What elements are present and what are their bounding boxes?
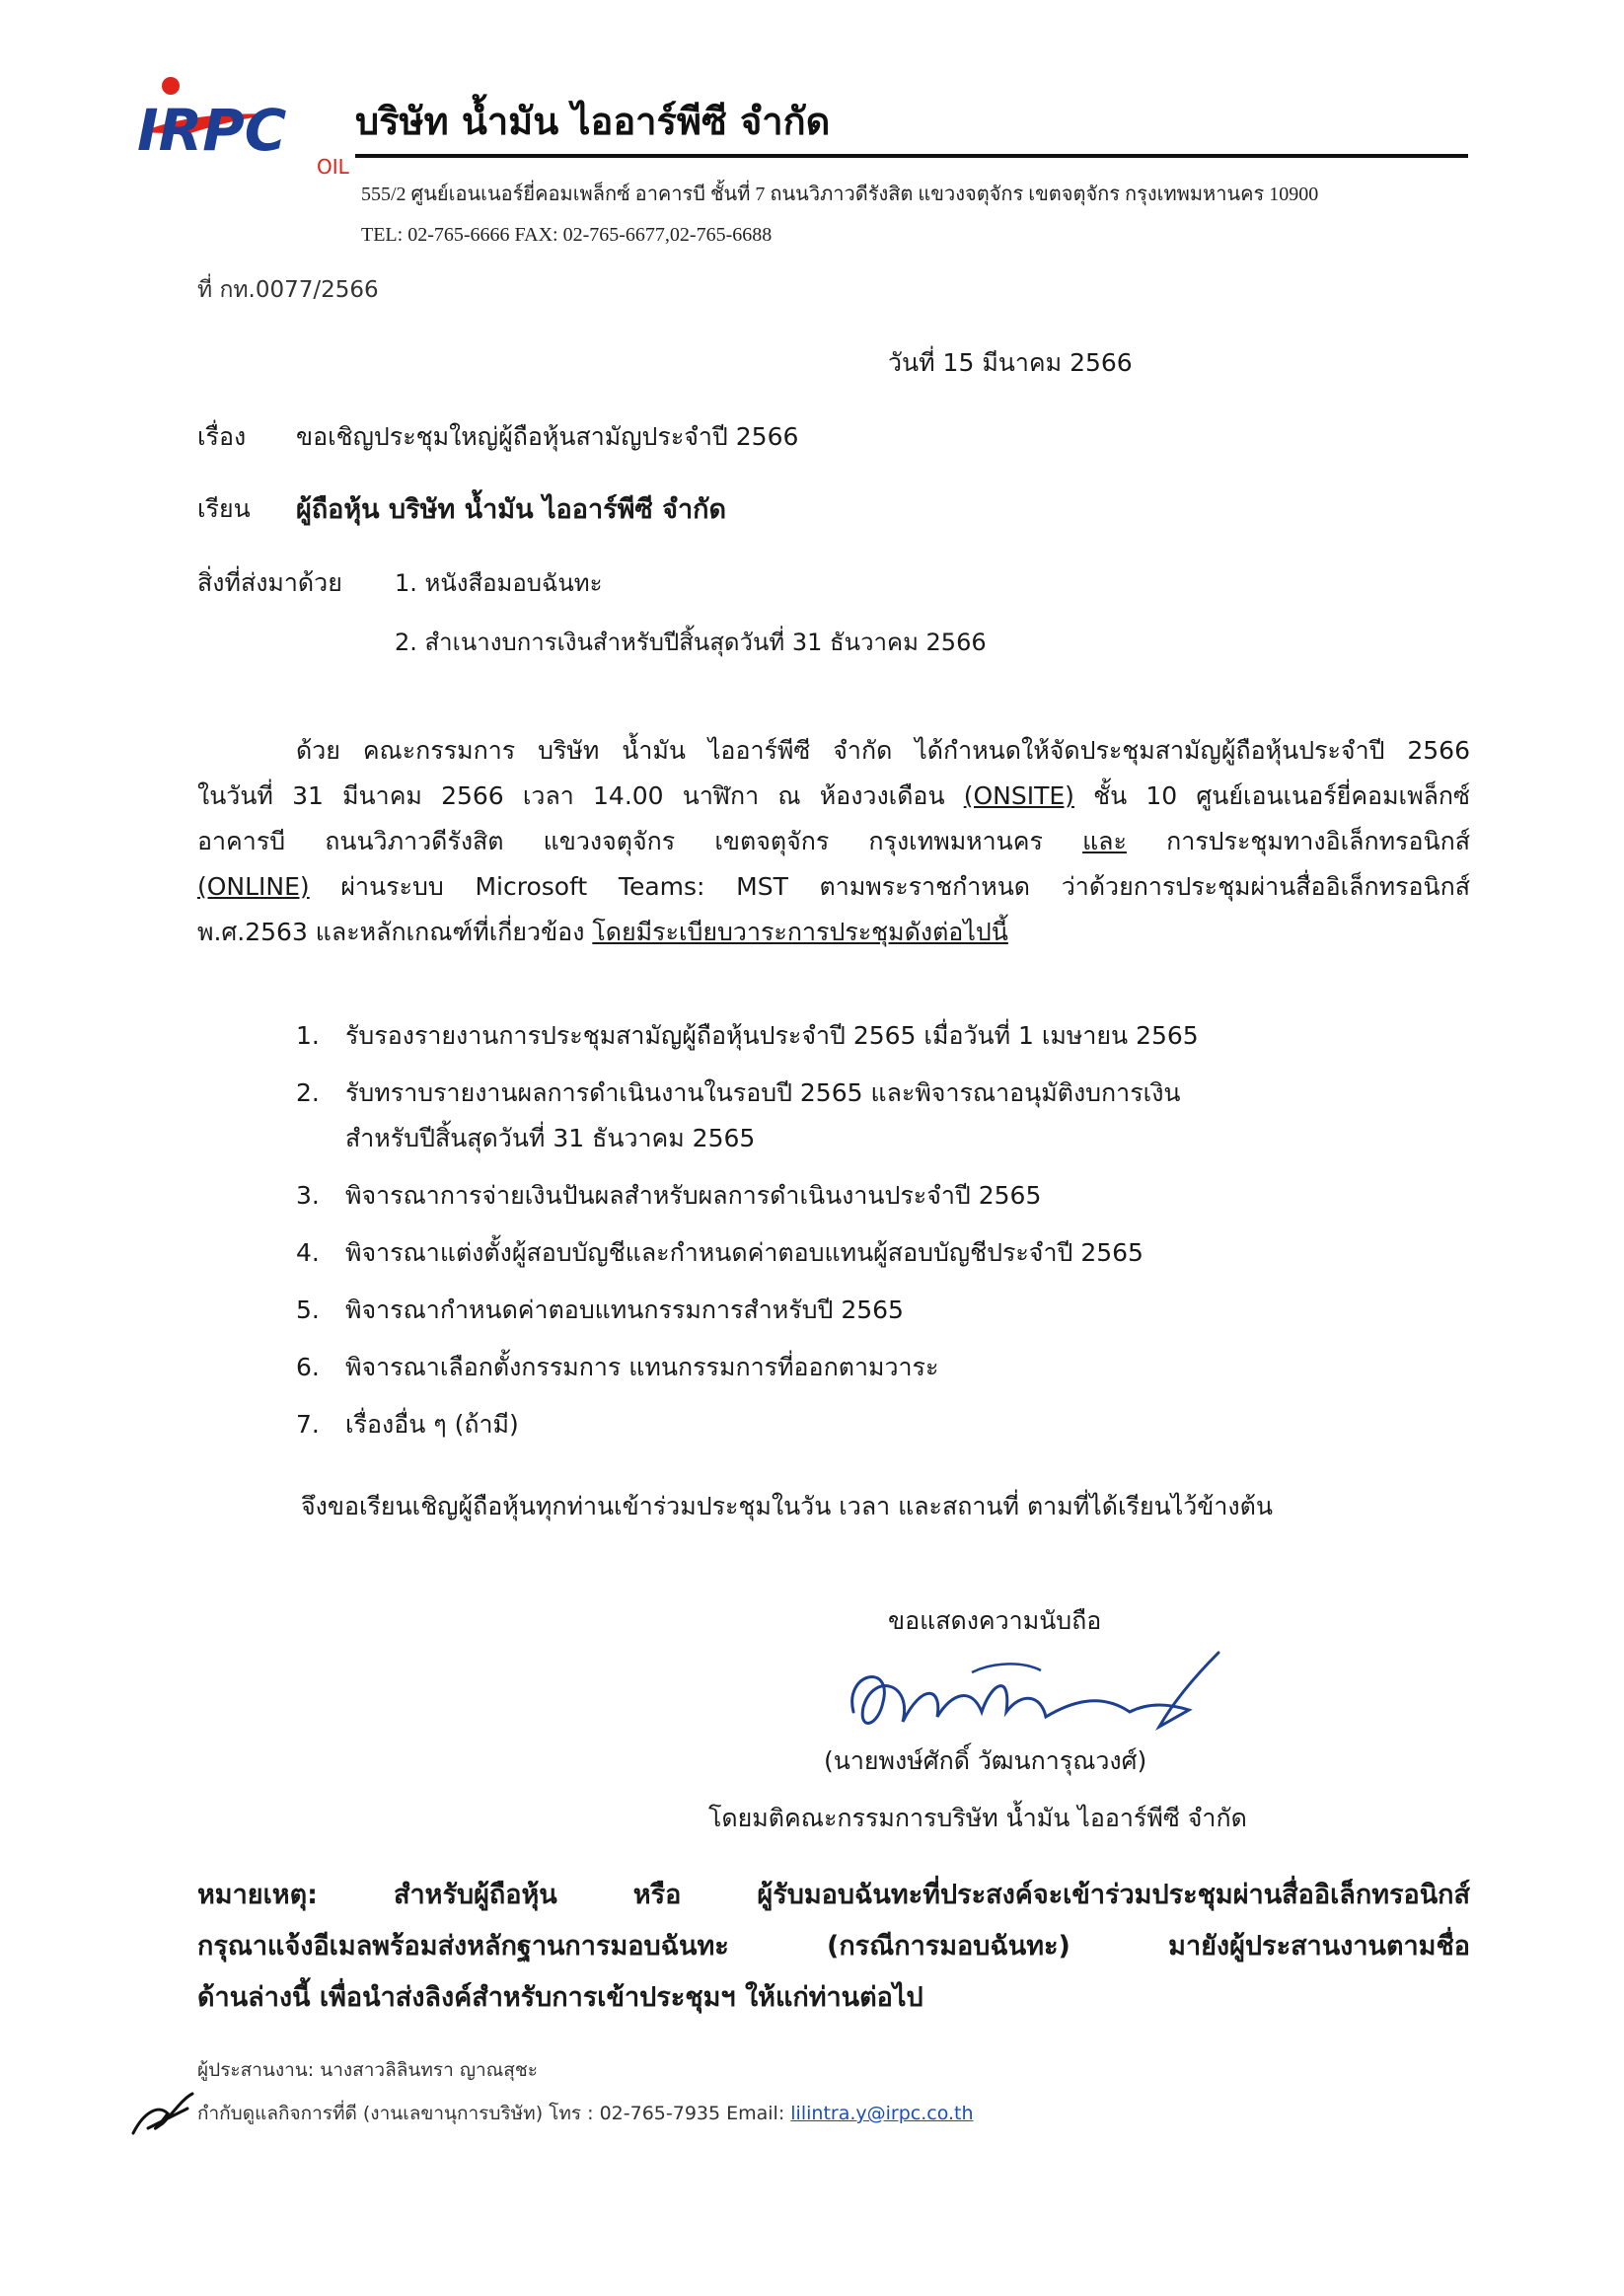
body-line: อาคารบี ถนนวิภาวดีรังสิต แขวงจตุจักร เขตจตุจักร กรุงเทพมหานคร และ การประชุมทางอิเล็กทรอนิกส์ <box>197 827 1470 855</box>
note-block <box>197 1870 1470 2024</box>
header-rule <box>355 154 1468 158</box>
irpc-logo <box>133 71 360 180</box>
regards: ขอแสดงความนับถือ <box>888 1606 1102 1635</box>
agenda-list <box>296 1013 1199 1459</box>
body-line: ในวันที่ 31 มีนาคม 2566 เวลา 14.00 นาฬิกา ณ ห้องวงเดือน (ONSITE) ชั้น 10 ศูนย์เอนเนอร์ยี่คอมเพล็กซ์ <box>197 781 1471 810</box>
agenda-item: 7. เรื่องอื่น ๆ (ถ้ามี) <box>296 1410 519 1439</box>
svg-text:OIL: OIL <box>317 155 349 179</box>
agenda-item: 3. พิจารณาการจ่ายเงินปันผลสำหรับผลการดำเนินงานประจำปี 2565 <box>296 1181 1042 1210</box>
email-link[interactable]: lilintra.y@irpc.co.th <box>790 2103 974 2124</box>
recipient-label: เรียน <box>197 494 251 523</box>
onsite-label: (ONSITE) <box>963 781 1074 810</box>
enclosure-item: 2. สำเนางบการเงินสำหรับปีสิ้นสุดวันที่ 31 ธันวาคม 2566 <box>395 629 987 656</box>
agenda-item: 1. รับรองรายงานการประชุมสามัญผู้ถือหุ้นประจำปี 2565 เมื่อวันที่ 1 เมษายน 2565 <box>296 1021 1199 1050</box>
agenda-item: 5. พิจารณากำหนดค่าตอบแทนกรรมการสำหรับปี 2565 <box>296 1296 904 1324</box>
company-phone: TEL: 02-765-6666 FAX: 02-765-6677,02-765-6688 <box>361 224 773 246</box>
note-line: หมายเหตุ: สำหรับผู้ถือหุ้น หรือ ผู้รับมอบฉันทะที่ประสงค์จะเข้าร่วมประชุมผ่านสื่ออิเล็กทรอนิกส์ <box>197 1880 1470 1910</box>
body-line: (ONLINE) ผ่านระบบ Microsoft Teams: MST ตามพระราชกำหนด ว่าด้วยการประชุมผ่านสื่ออิเล็กทรอนิกส์ <box>197 872 1470 901</box>
agenda-item: 4. พิจารณาแต่งตั้งผู้สอบบัญชีและกำหนดค่าตอบแทนผู้สอบบัญชีประจำปี 2565 <box>296 1238 1144 1267</box>
online-label: (ONLINE) <box>197 872 310 901</box>
enclosure-label: สิ่งที่ส่งมาด้วย <box>197 568 342 597</box>
agenda-intro: โดยมีระเบียบวาระการประชุมดังต่อไปนี้ <box>592 918 1008 946</box>
letter-date: วันที่ 15 มีนาคม 2566 <box>888 348 1133 377</box>
svg-text:IRPC: IRPC <box>137 97 287 164</box>
company-address: 555/2 ศูนย์เอนเนอร์ยี่คอมเพล็กซ์ อาคารบี ชั้นที่ 7 ถนนวิภาวดีรังสิต แขวงจตุจักร เขตจตุจักร กรุงเทพมหานคร 10900 <box>361 184 1319 205</box>
note-line: ด้านล่างนี้ เพื่อนำส่งลิงค์สำหรับการเข้าประชุมฯ ให้แก่ท่านต่อไป <box>197 1982 923 2013</box>
reference-number: ที่ กท.0077/2566 <box>197 277 379 303</box>
signer-title: โดยมติคณะกรรมการบริษัท น้ำมัน ไออาร์พีซี จำกัด <box>708 1804 1247 1832</box>
company-name: บริษัท น้ำมัน ไออาร์พีซี จำกัด <box>355 99 831 143</box>
body-line: ด้วย คณะกรรมการ บริษัท น้ำมัน ไออาร์พีซี จำกัด ได้กำหนดให้จัดประชุมสามัญผู้ถือหุ้นประจำปี 2566 <box>296 736 1470 765</box>
note-line: กรุณาแจ้งอีเมลพร้อมส่งหลักฐานการมอบฉันทะ (กรณีการมอบฉันทะ) มายังผู้ประสานงานตามชื่อ <box>197 1931 1470 1962</box>
agenda-item: 2. รับทราบรายงานผลการดำเนินงานในรอบปี 2565 และพิจารณาอนุมัติงบการเงิน สำหรับปีสิ้นสุดวันที่ 31 ธันวาคม 2565 <box>296 1078 1181 1152</box>
body-paragraph <box>197 728 1470 955</box>
recipient-text: ผู้ถือหุ้น บริษัท น้ำมัน ไออาร์พีซี จำกัด <box>296 494 727 525</box>
body-line: พ.ศ.2563 และหลักเกณฑ์ที่เกี่ยวข้อง โดยมีระเบียบวาระการประชุมดังต่อไปนี้ <box>197 918 1008 946</box>
and-label: และ <box>1082 827 1127 855</box>
coordinator: ผู้ประสานงาน: นางสาวลิลินทรา ญาณสุชะ <box>197 2059 538 2081</box>
subject-label: เรื่อง <box>197 422 247 451</box>
enclosure-item: 1. หนังสือมอบฉันทะ <box>395 569 603 597</box>
agenda-item: 6. พิจารณาเลือกตั้งกรรมการ แทนกรรมการที่ออกตามวาระ <box>296 1353 939 1381</box>
signer-name: (นายพงษ์ศักดิ์ วัฒนการุณวงศ์) <box>824 1746 1147 1775</box>
closing-sentence: จึงขอเรียนเชิญผู้ถือหุ้นทุกท่านเข้าร่วมประชุมในวัน เวลา และสถานที่ ตามที่ได้เรียนไว้ข้างต้น <box>301 1492 1273 1520</box>
contact-line: กำกับดูแลกิจการที่ดี (งานเลขานุการบริษัท) โทร : 02-765-7935 Email: lilintra.y@irpc.co.th <box>197 2103 974 2124</box>
initials-mark <box>128 2084 197 2143</box>
subject-text: ขอเชิญประชุมใหญ่ผู้ถือหุ้นสามัญประจำปี 2566 <box>296 422 799 451</box>
